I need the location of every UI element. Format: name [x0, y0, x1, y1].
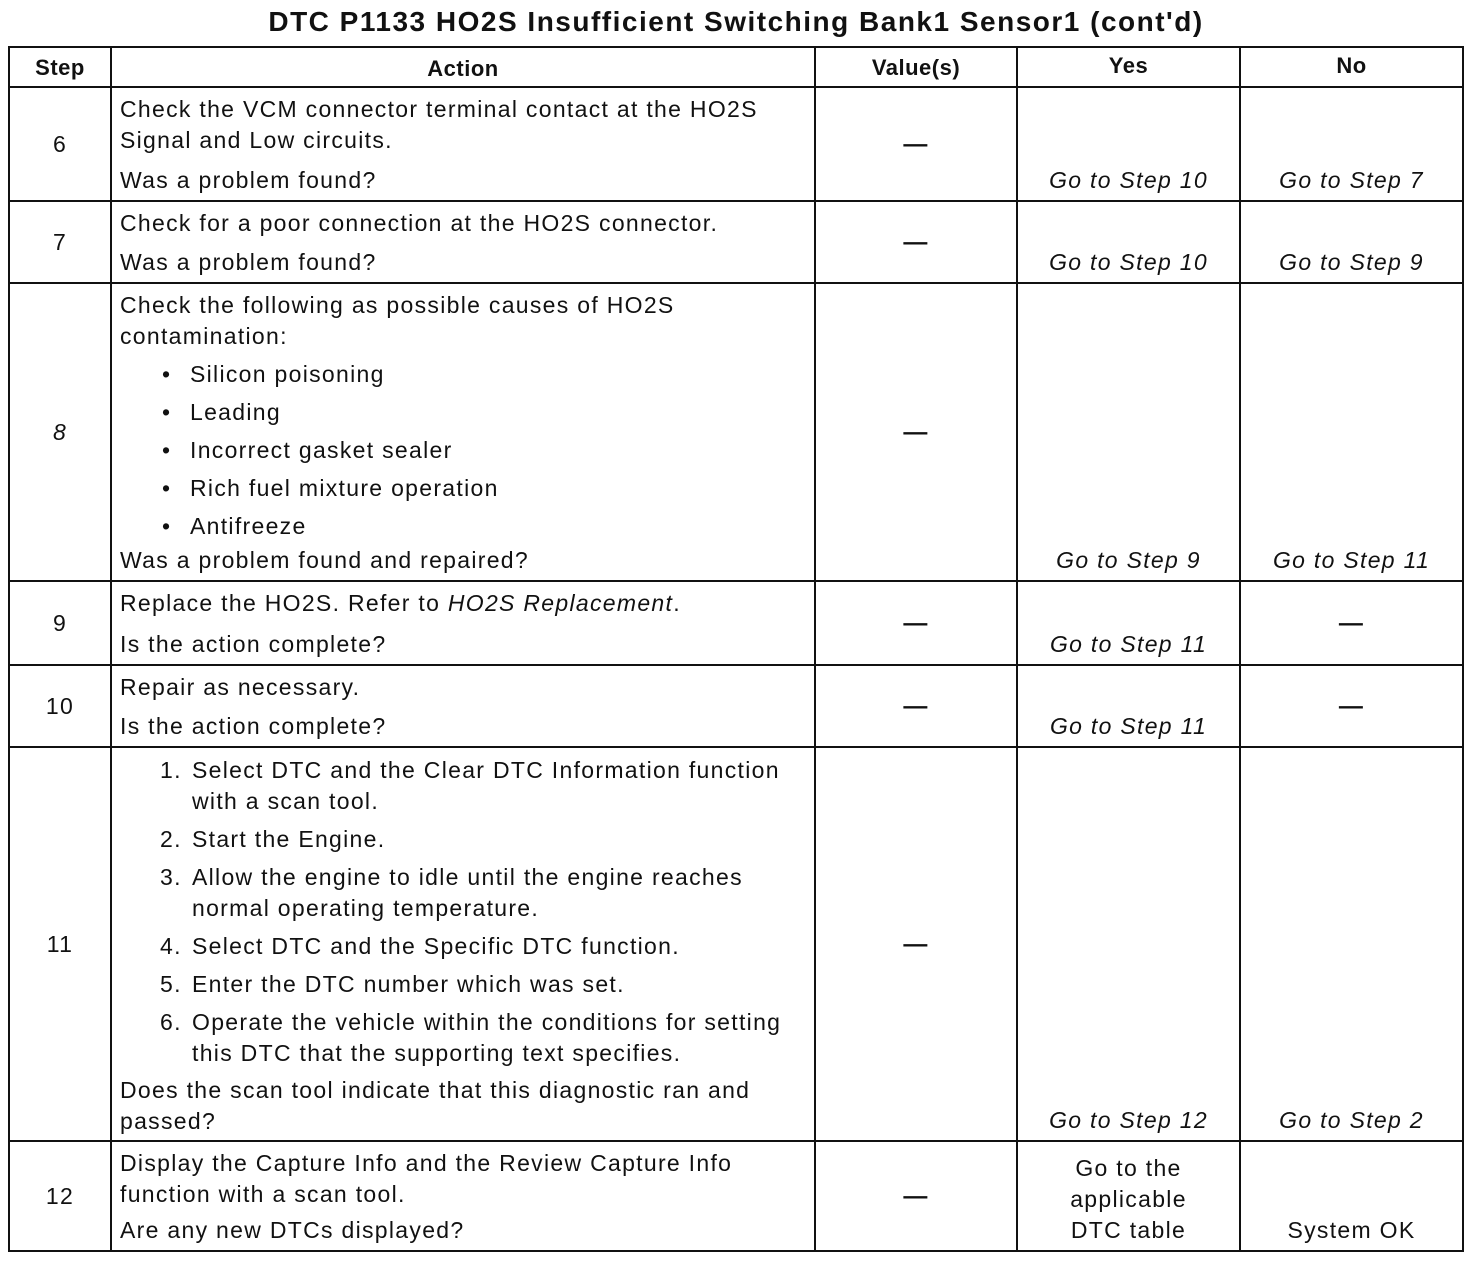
numbered-list-item	[120, 755, 806, 817]
action-text-line	[120, 588, 806, 619]
list-item-line: Enter the DTC number which was set.	[192, 971, 625, 997]
action-question: Was a problem found and repaired?	[120, 547, 529, 573]
step-number: 11	[10, 748, 112, 1140]
action-text-line: Check for a poor connection at the HO2S connector.	[120, 210, 719, 236]
header-step: Step	[10, 48, 112, 86]
yes-cell	[1018, 202, 1241, 282]
no-result: System OK	[1287, 1217, 1416, 1243]
yes-cell	[1018, 284, 1241, 580]
value-cell: —	[816, 88, 1018, 200]
table-row	[10, 284, 1462, 582]
yes-cell	[1018, 666, 1241, 746]
action-text-line: Display the Capture Info and the Review Capture Info	[120, 1150, 733, 1176]
cause-list-item: • Silicon poisoning	[120, 359, 806, 390]
numbered-list-item	[120, 862, 806, 924]
list-item-number: 5.	[160, 971, 182, 997]
yes-result-line: DTC table	[1070, 1217, 1187, 1243]
yes-result-line: applicable	[1070, 1186, 1187, 1212]
dtc-table	[8, 46, 1464, 1252]
step-number: 9	[10, 582, 112, 664]
page-title: DTC P1133 HO2S Insufficient Switching Bank1 Sensor1 (cont'd)	[268, 6, 1204, 37]
yes-result: Go to Step 10	[1049, 167, 1208, 193]
yes-result-line: Go to the	[1075, 1155, 1182, 1181]
no-cell	[1241, 88, 1462, 200]
value-cell: —	[816, 748, 1018, 1140]
list-item-line: this DTC that the supporting text specifies.	[192, 1040, 682, 1066]
list-item-number: 2.	[160, 826, 182, 852]
step-number: 8	[10, 284, 112, 580]
list-item-line: Select DTC and the Clear DTC Information function	[192, 757, 780, 783]
list-item-line: Operate the vehicle within the conditions for setting	[192, 1009, 782, 1035]
action-text: Replace the HO2S. Refer to	[120, 590, 448, 616]
action-cell	[112, 582, 816, 664]
table-row	[10, 88, 1462, 202]
list-item-line: Start the Engine.	[192, 826, 386, 852]
table-row	[10, 748, 1462, 1142]
table-row	[10, 666, 1462, 748]
action-text-line: function with a scan tool.	[120, 1181, 406, 1207]
action-cell	[112, 748, 816, 1140]
action-question: Is the action complete?	[120, 713, 387, 739]
table-row	[10, 202, 1462, 284]
list-item-number: 6.	[160, 1009, 182, 1035]
numbered-list-item	[120, 969, 806, 1000]
step-number: 6	[10, 88, 112, 200]
yes-cell	[1018, 582, 1241, 664]
numbered-list-item	[120, 1007, 806, 1069]
step-number: 10	[10, 666, 112, 746]
table-row	[10, 1142, 1462, 1250]
no-cell	[1241, 666, 1462, 746]
action-question: Was a problem found?	[120, 249, 377, 275]
action-question: Is the action complete?	[120, 631, 387, 657]
action-question-line: passed?	[120, 1108, 217, 1134]
list-item-line: Select DTC and the Specific DTC function.	[192, 933, 680, 959]
yes-cell	[1018, 748, 1241, 1140]
no-cell	[1241, 582, 1462, 664]
action-cell	[112, 1142, 816, 1250]
no-result: Go to Step 11	[1272, 547, 1431, 573]
action-text-line: Signal and Low circuits.	[120, 127, 393, 153]
cause-list-item: • Rich fuel mixture operation	[120, 473, 806, 504]
cause-list-item: • Incorrect gasket sealer	[120, 435, 806, 466]
table-row	[10, 582, 1462, 666]
step-number: 12	[10, 1142, 112, 1250]
action-text-line: contamination:	[120, 323, 288, 349]
action-question-line: Does the scan tool indicate that this diagnostic ran and	[120, 1077, 751, 1103]
value-cell: —	[816, 582, 1018, 664]
action-text-line: Repair as necessary.	[120, 674, 361, 700]
list-item-number: 4.	[160, 933, 182, 959]
numbered-list-item	[120, 931, 806, 962]
no-result: —	[1338, 692, 1365, 720]
action-text-line: Check the following as possible causes of HO2S	[120, 292, 675, 318]
header-no: No	[1336, 52, 1367, 78]
no-result: —	[1338, 609, 1365, 637]
no-result: Go to Step 7	[1279, 167, 1424, 193]
value-cell: —	[816, 666, 1018, 746]
action-cell	[112, 666, 816, 746]
action-text-line: Check the VCM connector terminal contact at the HO2S	[120, 96, 758, 122]
cause-list-item: • Antifreeze	[120, 511, 806, 542]
list-item-line: with a scan tool.	[192, 788, 380, 814]
cause-list-item: • Leading	[120, 397, 806, 428]
reference-text: HO2S Replacement	[447, 590, 674, 616]
action-question: Was a problem found?	[120, 167, 377, 193]
action-text-suffix: .	[673, 590, 681, 616]
action-cell	[112, 284, 816, 580]
yes-result: Go to Step 10	[1049, 249, 1208, 275]
action-cell	[112, 88, 816, 200]
yes-result: Go to Step 11	[1049, 631, 1208, 657]
header-yes: Yes	[1018, 48, 1241, 86]
value-cell: —	[816, 202, 1018, 282]
list-item-line: Allow the engine to idle until the engine reaches	[192, 864, 743, 890]
no-cell	[1241, 284, 1462, 580]
yes-result: Go to Step 11	[1049, 713, 1208, 739]
value-cell: —	[816, 1142, 1018, 1250]
no-cell	[1241, 1142, 1462, 1250]
yes-result: Go to Step 12	[1049, 1107, 1208, 1133]
header-values: Value(s)	[816, 48, 1018, 86]
no-result: Go to Step 9	[1279, 249, 1424, 275]
step-number: 7	[10, 202, 112, 282]
yes-cell	[1018, 88, 1241, 200]
no-cell	[1241, 748, 1462, 1140]
action-cell	[112, 202, 816, 282]
value-cell: —	[816, 284, 1018, 580]
action-question: Are any new DTCs displayed?	[120, 1217, 465, 1243]
action-question	[120, 1075, 806, 1137]
numbered-list-item	[120, 824, 806, 855]
list-item-number: 1.	[160, 757, 182, 783]
no-result: Go to Step 2	[1279, 1107, 1424, 1133]
list-item-line: normal operating temperature.	[192, 895, 540, 921]
yes-result: Go to Step 9	[1056, 547, 1201, 573]
no-cell	[1241, 202, 1462, 282]
cause-list	[120, 352, 806, 542]
header-action: Action	[112, 48, 816, 86]
table-header-row	[10, 48, 1462, 88]
list-item-number: 3.	[160, 864, 182, 890]
yes-cell	[1018, 1142, 1241, 1250]
